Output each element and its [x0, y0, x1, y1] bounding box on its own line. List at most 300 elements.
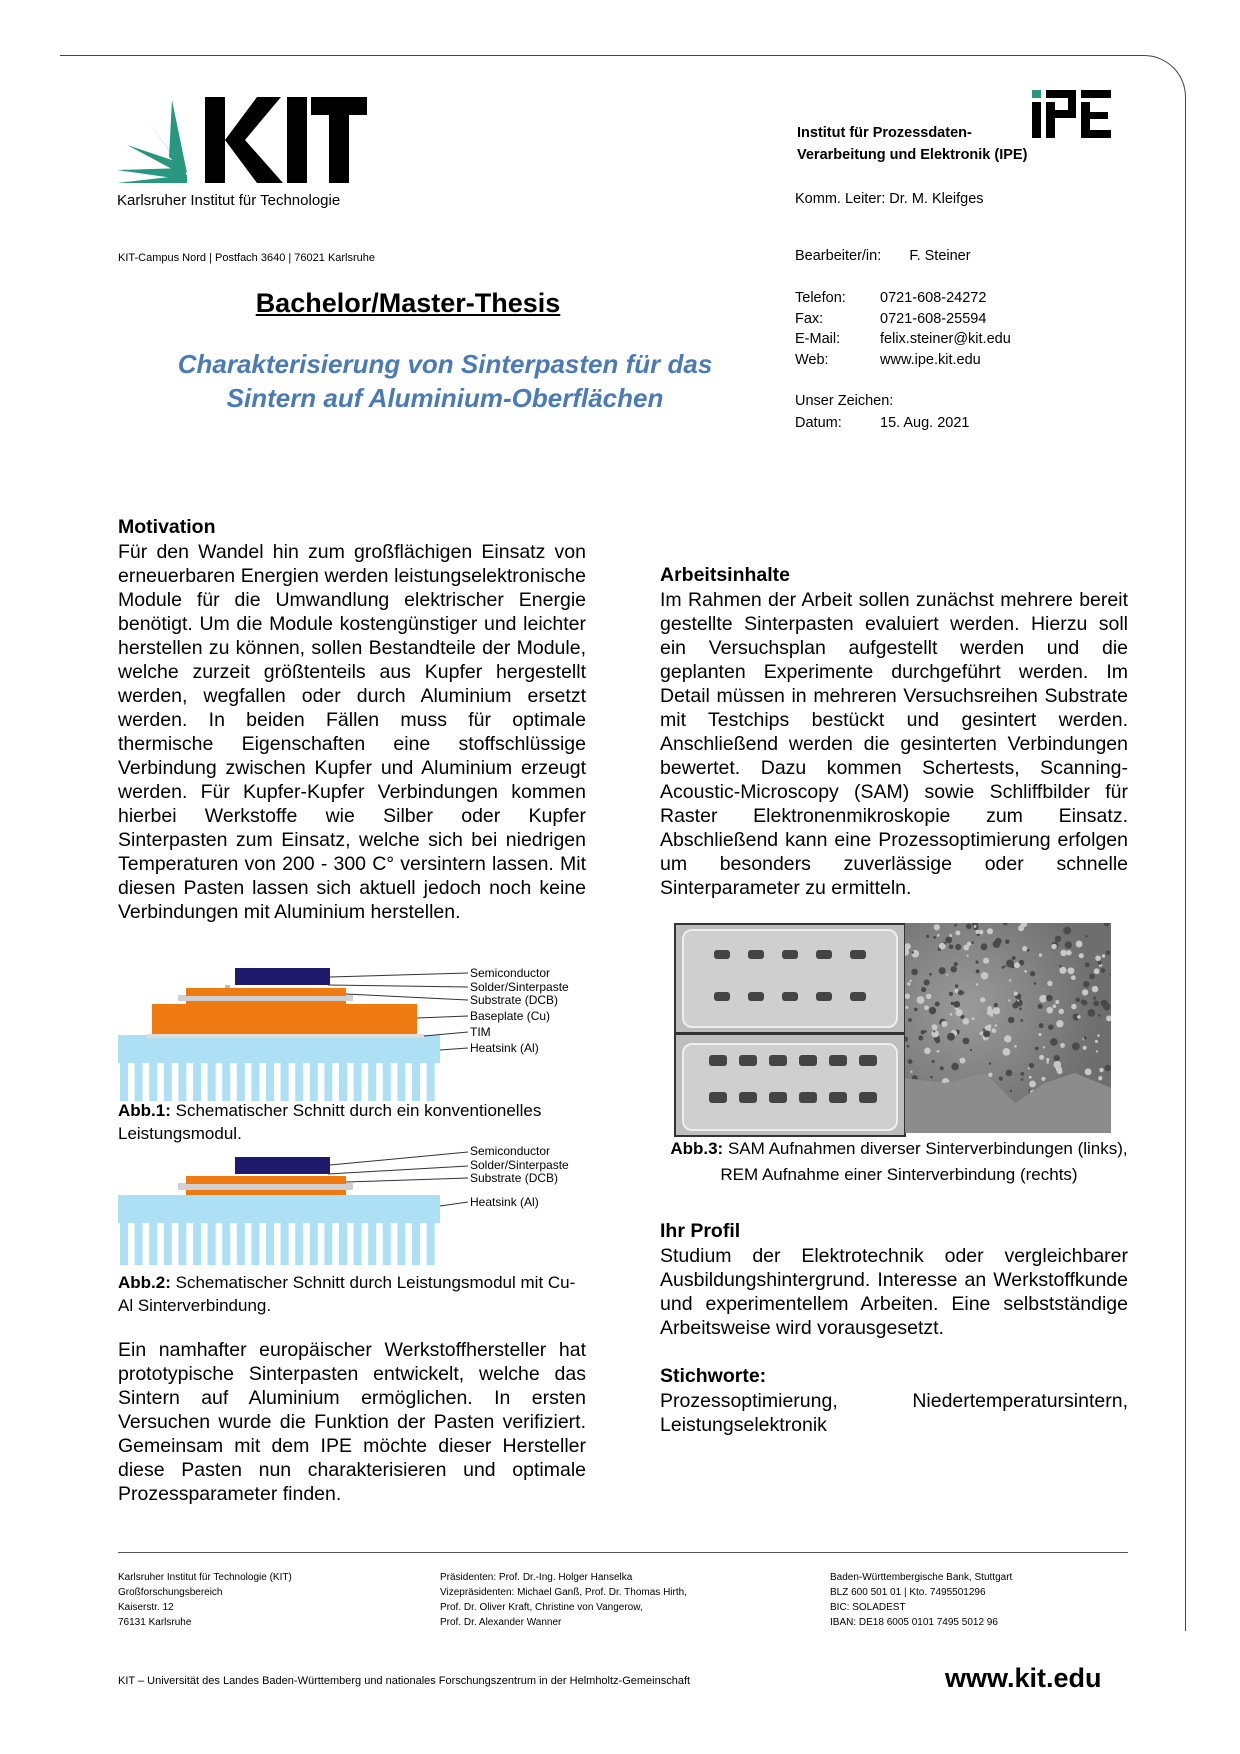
sam-chip-pad — [850, 950, 866, 959]
sam-chip-pad — [859, 1092, 877, 1103]
heatsink-fin — [135, 1063, 143, 1101]
rem-grain — [963, 1038, 970, 1045]
heatsink-fin — [178, 1063, 186, 1101]
rem-grain — [933, 1030, 935, 1032]
rem-grain — [1104, 923, 1110, 927]
institute-head: Komm. Leiter: Dr. M. Kleifges — [795, 191, 984, 207]
arbeitsinhalte-text: Im Rahmen der Arbeit sollen zunächst mehrere bereit gestellte Sinterpasten evaluiert werden. Hierzu soll ein Versuchsplan aufgestellt werden und die geplanten Experimente durchgeführt werden. Im Detail müssen in mehreren Versuchsreihen Substrate mit Testchips bestückt und gesintert werden. Anschließend werden die gesinterten Verbindungen bewertet. Dazu kommen Schertests, Scanning-Acoustic-Microscopy (SAM) sowie Schliffbilder für Raster Elektronenmikroskopie zum Einsatz. Abschließend kann eine Prozessoptimierung erfolgen um besonders zuverlässige oder schnelle Sinterparameter zu ermitteln. — [660, 589, 1128, 899]
heatsink-fin — [354, 1223, 362, 1265]
rem-grain — [970, 1049, 972, 1051]
rem-grain — [1043, 1046, 1045, 1048]
rem-grain — [1095, 955, 1101, 961]
rem-grain — [1035, 1047, 1039, 1051]
rem-grain — [992, 1028, 997, 1033]
rem-grain — [1050, 1038, 1057, 1045]
rem-grain — [951, 1002, 954, 1005]
heatsink-fin — [193, 1063, 201, 1101]
rem-grain — [1085, 962, 1090, 967]
heatsink-fin — [339, 1063, 347, 1101]
heatsink-fin — [164, 1223, 172, 1265]
rem-grain — [987, 1006, 992, 1011]
rem-grain — [995, 938, 1002, 945]
address-line: KIT-Campus Nord | Postfach 3640 | 76021 Karlsruhe — [118, 252, 376, 264]
heatsink-fin — [222, 1223, 230, 1265]
rem-grain — [1029, 1076, 1032, 1079]
email-link[interactable]: felix.steiner@kit.edu — [880, 331, 1011, 347]
arbeitsinhalte-heading: Arbeitsinhalte — [660, 564, 791, 586]
rem-grain — [1098, 1076, 1102, 1080]
rem-grain — [1098, 1014, 1101, 1017]
rem-grain — [924, 1048, 931, 1055]
sam-chip-pad — [739, 1092, 757, 1103]
stichworte-item3: Leistungselektronik — [660, 1414, 827, 1436]
rem-grain — [1008, 999, 1010, 1001]
footer-col-2: Präsidenten: Prof. Dr.-Ing. Holger Hanselka Vizepräsidenten: Michael Ganß, Prof. Dr. Thomas Hirth, Prof. Dr. Oliver Kraft, Christine von Vangerow, Prof. Dr. Alexander Wanner — [440, 1572, 687, 1628]
rem-grain — [907, 982, 911, 986]
rem-grain — [1106, 950, 1111, 955]
rem-grain — [911, 950, 919, 958]
rem-grain — [1039, 953, 1042, 956]
sam-chip-pad — [709, 1092, 727, 1103]
rem-grain — [1079, 953, 1084, 958]
heatsink-fin — [208, 1063, 216, 1101]
stichworte-row: Prozessoptimierung, Niedertemperatursintern, — [660, 1390, 1128, 1412]
rem-grain — [1071, 1004, 1076, 1009]
sam-chip-pad — [739, 1055, 757, 1066]
fig1-label-baseplate: Baseplate (Cu) — [470, 1009, 551, 1023]
rem-grain — [1098, 961, 1102, 965]
dcb-copper-2 — [186, 1176, 346, 1184]
thesis-type: Bachelor/Master-Thesis — [255, 288, 561, 318]
rem-grain — [1095, 1040, 1098, 1043]
rem-grain — [1014, 1045, 1017, 1048]
heatsink-fin — [295, 1223, 303, 1265]
heatsink-fin — [135, 1223, 143, 1265]
heatsink-fin — [178, 1223, 186, 1265]
rem-grain — [975, 930, 979, 934]
rem-grain — [921, 1030, 925, 1034]
sam-chip-pad — [748, 992, 764, 1001]
heatsink-fin — [368, 1223, 376, 1265]
date-table: Datum: 15. Aug. 2021 — [795, 413, 970, 434]
dcb-copper-bottom-2 — [186, 1190, 346, 1195]
heatsink-fin — [164, 1063, 172, 1101]
heatsink-fin — [295, 1063, 303, 1101]
rem-grain — [1102, 954, 1105, 957]
heatsink-fin — [412, 1223, 420, 1265]
heatsink-fin — [324, 1063, 332, 1101]
rem-grain — [933, 936, 936, 939]
rem-grain — [962, 1018, 969, 1025]
heatsink-fin — [354, 1063, 362, 1101]
heatsink-fin — [281, 1063, 289, 1101]
rem-grain — [926, 935, 929, 938]
kit-fan-icon — [117, 95, 367, 185]
semiconductor-chip-2 — [235, 1157, 330, 1174]
rem-grain — [946, 974, 948, 976]
rem-grain — [910, 1071, 912, 1073]
rem-grain — [1005, 939, 1010, 944]
rem-grain — [994, 1003, 998, 1007]
sam-chip-pad — [714, 992, 730, 1001]
heatsink-fin — [427, 1223, 435, 1265]
sam-chip-pad — [782, 992, 798, 1001]
rem-grain — [1089, 974, 1095, 980]
rem-grain — [1022, 946, 1027, 951]
rem-grain — [995, 1024, 998, 1027]
sam-chip-pad — [829, 1092, 847, 1103]
rem-grain — [1028, 1067, 1030, 1069]
rem-grain — [1009, 979, 1011, 981]
rem-grain — [1063, 927, 1071, 935]
rem-grain — [1012, 1002, 1018, 1008]
rem-grain — [1083, 1046, 1087, 1050]
rem-grain — [1038, 1004, 1043, 1009]
rem-grain — [905, 949, 909, 956]
rem-grain — [1029, 1063, 1034, 1068]
ipe-logo-icon — [1032, 90, 1112, 138]
heatsink-fin — [266, 1223, 274, 1265]
rem-grain — [921, 987, 926, 992]
baseplate-cu — [152, 1004, 417, 1034]
heatsink-fin — [120, 1063, 128, 1101]
phone: 0721-608-24272 — [880, 290, 987, 306]
rem-grain — [1039, 1055, 1044, 1060]
rem-grain — [939, 943, 946, 950]
rem-grain — [1046, 1058, 1049, 1061]
rem-grain — [1101, 968, 1106, 973]
rem-grain — [1071, 975, 1076, 980]
heatsink-fin — [310, 1063, 318, 1101]
rem-grain — [955, 984, 958, 987]
rem-grain — [1067, 967, 1074, 974]
rem-grain — [924, 1030, 927, 1033]
rem-grain — [947, 1033, 955, 1041]
rem-grain — [1046, 1061, 1049, 1064]
heatsink-fin — [324, 1223, 332, 1265]
rem-grain — [1024, 970, 1027, 973]
figure-2-caption: Abb.2: Schematischer Schnitt durch Leistungsmodul mit Cu-Al Sinterverbindung. — [118, 1273, 576, 1315]
rem-grain — [971, 941, 974, 944]
rem-grain — [924, 1005, 929, 1010]
rem-grain — [1027, 949, 1030, 952]
rem-grain — [1093, 997, 1096, 1000]
heatsink-fin — [339, 1223, 347, 1265]
rem-grain — [945, 937, 952, 944]
figure-3-caption: Abb.3: SAM Aufnahmen diverser Sinterverbindungen (links), REM Aufnahme einer Sinterverbindung (rechts) — [670, 1139, 1128, 1184]
rem-grain — [905, 1006, 908, 1009]
heatsink-fin — [120, 1223, 128, 1265]
rem-grain — [999, 1077, 1003, 1081]
rem-grain — [1010, 1090, 1012, 1092]
institute-name: Institut für Prozessdaten- Verarbeitung und Elektronik (IPE) — [797, 125, 1028, 163]
rem-grain — [1056, 1020, 1063, 1027]
rem-grain — [929, 1007, 936, 1014]
fax: 0721-608-25594 — [880, 310, 987, 327]
rem-grain — [949, 944, 954, 949]
rem-grain — [1106, 1015, 1111, 1021]
rem-grain — [1038, 1033, 1041, 1036]
kit-url-link[interactable]: www.kit.edu — [945, 1663, 1102, 1693]
rem-grain — [1096, 1050, 1098, 1052]
rem-grain — [1006, 1069, 1013, 1076]
rem-grain — [1048, 1024, 1054, 1030]
rem-grain — [1006, 959, 1014, 967]
rem-grain — [1077, 1015, 1081, 1019]
sam-chip-pad — [850, 992, 866, 1001]
fig1-label-semiconductor: Semiconductor — [470, 966, 551, 980]
rem-grain — [1075, 997, 1080, 1002]
rem-grain — [937, 1050, 940, 1053]
rem-grain — [1046, 1007, 1053, 1014]
rem-grain — [905, 943, 911, 949]
rem-grain — [911, 951, 913, 953]
dcb-copper-bottom — [186, 1001, 346, 1006]
heatsink-fin — [383, 1223, 391, 1265]
rem-grain — [989, 1062, 992, 1065]
heatsink-fin — [193, 1223, 201, 1265]
heatsink-fin — [412, 1063, 420, 1101]
sam-chip-pad — [816, 992, 832, 1001]
figure-1-diagram — [118, 950, 588, 1115]
rem-grain — [1082, 989, 1088, 995]
heatsink-fin — [310, 1223, 318, 1265]
rem-grain — [953, 1001, 960, 1008]
heatsink-fin — [222, 1063, 230, 1101]
handler-row: Bearbeiter/in: F. Steiner — [795, 248, 971, 264]
rem-grain — [941, 1021, 947, 1027]
rem-grain — [1085, 935, 1087, 937]
heatsink-fin — [383, 1063, 391, 1101]
rem-grain — [1059, 1009, 1064, 1014]
sam-chip-pad — [799, 1092, 817, 1103]
heatsink-fin — [266, 1063, 274, 1101]
rem-grain — [917, 996, 925, 1004]
rem-grain — [1094, 968, 1100, 974]
heatsink-1 — [118, 1035, 440, 1101]
rem-grain — [1055, 1000, 1059, 1004]
footer-col-3: Baden-Württembergische Bank, Stuttgart BLZ 600 501 01 | Kto. 7495501296 BIC: SOLADEST IBAN: DE18 6005 0101 7495 5012 96 — [830, 1572, 1013, 1628]
rem-substrate — [905, 1073, 1111, 1133]
rem-grain — [974, 925, 977, 928]
rem-grain — [1014, 992, 1018, 996]
rem-grain — [955, 1009, 962, 1016]
rem-grain — [966, 924, 972, 930]
heatsink-fin — [427, 1063, 435, 1101]
rem-grain — [983, 1029, 986, 1032]
sam-chip-pad — [816, 950, 832, 959]
kit-name: Karlsruher Institut für Technologie — [117, 192, 341, 209]
sam-chip-pad — [782, 950, 798, 959]
rem-grain — [1003, 965, 1005, 967]
rem-grain — [918, 1036, 923, 1041]
figure-1-caption: Abb.1: Schematischer Schnitt durch ein konventionelles Leistungsmodul. — [118, 1101, 542, 1143]
rem-grain — [1097, 1034, 1100, 1037]
rem-grain — [1081, 999, 1086, 1004]
sam-chip-pad — [799, 1055, 817, 1066]
profil-text: Studium der Elektrotechnik oder vergleichbarer Ausbildungshintergrund. Interesse an Werkstoffkunde und experimentellem Arbeiten. Eine selbstständige Arbeitsweise wird vorausgesetzt. — [660, 1245, 1128, 1339]
rem-grain — [1087, 1009, 1095, 1017]
rem-grain — [1003, 923, 1008, 925]
footer-col-1: Karlsruher Institut für Technologie (KIT) Großforschungsbereich Kaiserstr. 12 76131 Karlsruhe — [118, 1572, 292, 1628]
rem-grain — [1020, 1019, 1023, 1022]
rem-grain — [1039, 1023, 1044, 1028]
rem-grain — [972, 1017, 975, 1020]
sinterpaste-1 — [225, 985, 230, 988]
rem-grain — [1060, 1043, 1065, 1048]
rem-grain — [949, 934, 952, 937]
rem-grain — [954, 924, 957, 927]
rem-grain — [1110, 973, 1111, 975]
rem-grain — [1092, 986, 1099, 993]
fig1-label-solder: Solder/Sinterpaste — [470, 980, 569, 994]
rem-grain — [1083, 981, 1089, 987]
heatsink-fin — [251, 1063, 259, 1101]
heatsink-fin — [237, 1223, 245, 1265]
rem-grain — [954, 962, 958, 966]
sam-chip-pad — [769, 1092, 787, 1103]
rem-grain — [1030, 971, 1035, 976]
rem-grain — [939, 967, 946, 974]
rem-grain — [909, 980, 911, 982]
rem-grain — [918, 997, 921, 1000]
rem-grain — [981, 972, 988, 979]
heatsink-2 — [118, 1195, 440, 1223]
web-link[interactable]: www.ipe.kit.edu — [880, 351, 981, 368]
rem-grain — [1051, 944, 1057, 950]
rem-grain — [934, 924, 940, 930]
rem-grain — [959, 1058, 965, 1064]
rem-grain — [1053, 1004, 1057, 1008]
motivation-heading: Motivation — [118, 516, 216, 538]
kit-logo — [117, 95, 367, 210]
rem-grain — [940, 1066, 944, 1070]
rem-grain — [937, 934, 940, 937]
date: 15. Aug. 2021 — [880, 415, 970, 431]
rem-grain — [1034, 982, 1037, 985]
rem-grain — [967, 955, 969, 957]
fig2-label-substrate: Substrate (DCB) — [470, 1171, 559, 1185]
rem-grain — [1029, 1081, 1036, 1088]
rem-grain — [1020, 1072, 1024, 1076]
tim-layer — [146, 1034, 424, 1038]
sam-chip-pad — [769, 1055, 787, 1066]
rem-grain — [980, 997, 985, 1002]
rem-grain — [983, 958, 989, 964]
stichworte-heading: Stichworte: — [660, 1365, 767, 1387]
heatsink-fin — [208, 1223, 216, 1265]
sam-chip-pad — [829, 1055, 847, 1066]
heatsink-fin — [368, 1063, 376, 1101]
fig1-label-tim: TIM — [470, 1025, 491, 1039]
rem-grain — [924, 979, 930, 985]
rem-grain — [993, 1007, 1000, 1014]
rem-grain — [1083, 1036, 1086, 1039]
rem-grain — [932, 1060, 935, 1063]
footer-bottom-line: KIT – Universität des Landes Baden-Württemberg und nationales Forschungszentrum in der Helmholtz-Gemeinschaft — [118, 1675, 691, 1687]
rem-grain — [1054, 1055, 1060, 1061]
ipe-logo — [1032, 90, 1112, 143]
sam-image-bottom — [674, 1033, 906, 1137]
rem-grain — [1072, 1043, 1080, 1051]
rem-grain — [955, 944, 961, 950]
rem-grain — [1017, 999, 1019, 1001]
rem-image — [905, 923, 1111, 1133]
rem-grain — [976, 969, 980, 973]
rem-grain — [1099, 1068, 1103, 1072]
rem-grain — [1046, 995, 1053, 1002]
rem-grain — [979, 1031, 983, 1035]
rem-grain — [950, 1013, 953, 1016]
fig1-label-substrate: Substrate (DCB) — [470, 993, 559, 1007]
fig1-label-heatsink: Heatsink (Al) — [470, 1041, 539, 1055]
rem-grain — [1019, 1007, 1022, 1010]
sam-chip-pad — [709, 1055, 727, 1066]
rem-grain — [1059, 965, 1062, 968]
rem-grain — [1065, 941, 1072, 948]
rem-grain — [911, 969, 918, 976]
heatsink-fin — [281, 1223, 289, 1265]
motivation-text: Für den Wandel hin zum großflächigen Einsatz von erneuerbaren Energien werden leistungselektronische Module für die Umwandlung elektrischer Energie benötigt. Um die Module kostengünstiger und leichter herstellen zu können, sollen Bestandteile der Module, welche zurzeit größtenteils aus Kupfer hergestellt werden, wegfallen oder durch Aluminium ersetzt werden. In beiden Fällen muss für optimale thermische Eigenschaften eine stoffschlüssige Verbindung zwischen Kupfer und Aluminium erzeugt werden. Für Kupfer-Kupfer Verbindungen kommen hierbei Werkstoffe wie Silber oder Kupfer Sinterpasten zum Einsatz, welche sich bei niedrigen Temperaturen von 200 - 300 C° versintern lassen. Mit diesen Pasten lassen sich aktuell jedoch noch keine Verbindungen mit Aluminium herstellen. — [118, 541, 586, 923]
dcb-ceramic-2 — [178, 1183, 353, 1190]
rem-grain — [908, 1059, 913, 1064]
fig2-label-solder: Solder/Sinterpaste — [470, 1158, 569, 1172]
figure-2-diagram — [118, 1140, 588, 1270]
heatsink-fin — [397, 1223, 405, 1265]
semiconductor-chip-1 — [235, 968, 330, 985]
rem-grain — [908, 1018, 912, 1022]
rem-grain — [1002, 1048, 1010, 1056]
rem-grain — [1055, 936, 1061, 942]
rem-grain — [931, 1024, 937, 1030]
rem-grain — [976, 960, 979, 963]
heatsink-fin — [149, 1063, 157, 1101]
fig2-label-heatsink: Heatsink (Al) — [470, 1195, 539, 1209]
rem-grain — [1066, 950, 1071, 955]
rem-grain — [1039, 995, 1047, 1003]
rem-grain — [987, 928, 993, 934]
rem-grain — [958, 990, 964, 996]
rem-grain — [1060, 950, 1067, 957]
rem-grain — [976, 983, 978, 985]
rem-grain — [983, 1030, 990, 1037]
rem-grain — [1014, 962, 1020, 968]
rem-grain — [954, 989, 958, 993]
sam-chip-pad — [748, 950, 764, 959]
thesis-title: Charakterisierung von Sinterpasten für das Sintern auf Aluminium-Oberflächen — [177, 349, 713, 413]
rem-grain — [1041, 1077, 1045, 1081]
rem-grain — [1047, 981, 1052, 986]
sam-chip-pad — [714, 950, 730, 959]
sam-chip-pad — [859, 1055, 877, 1066]
contact-table: Telefon: 0721-608-24272 Fax: 0721-608-25594 E-Mail: felix.steiner@kit.edu Web: www.ipe.kit.edu — [795, 288, 1011, 370]
rem-grain — [988, 1073, 992, 1077]
rem-grain — [1021, 1078, 1024, 1081]
ref-label: Unser Zeichen: — [795, 393, 894, 409]
rem-grain — [905, 993, 910, 998]
rem-grain — [963, 945, 969, 951]
rem-grain — [981, 943, 988, 950]
rem-grain — [1008, 1017, 1015, 1024]
paragraph-2: Ein namhafter europäischer Werkstoffhersteller hat prototypische Sinterpasten entwickelt, welche das Sintern auf Aluminium ermöglichen. In ersten Versuchen wurde die Funktion der Pasten verifiziert. Gemeinsam mit dem IPE möchte dieser Hersteller diese Pasten nun charakterisieren und optimale Prozessparameter finden. — [118, 1339, 586, 1505]
rem-grain — [1054, 1061, 1062, 1069]
rem-grain — [1105, 1065, 1111, 1072]
rem-grain — [929, 973, 932, 976]
rem-grain — [951, 966, 957, 972]
rem-grain — [914, 1008, 918, 1012]
fig2-label-semiconductor: Semiconductor — [470, 1144, 551, 1158]
rem-grain — [935, 1002, 940, 1007]
